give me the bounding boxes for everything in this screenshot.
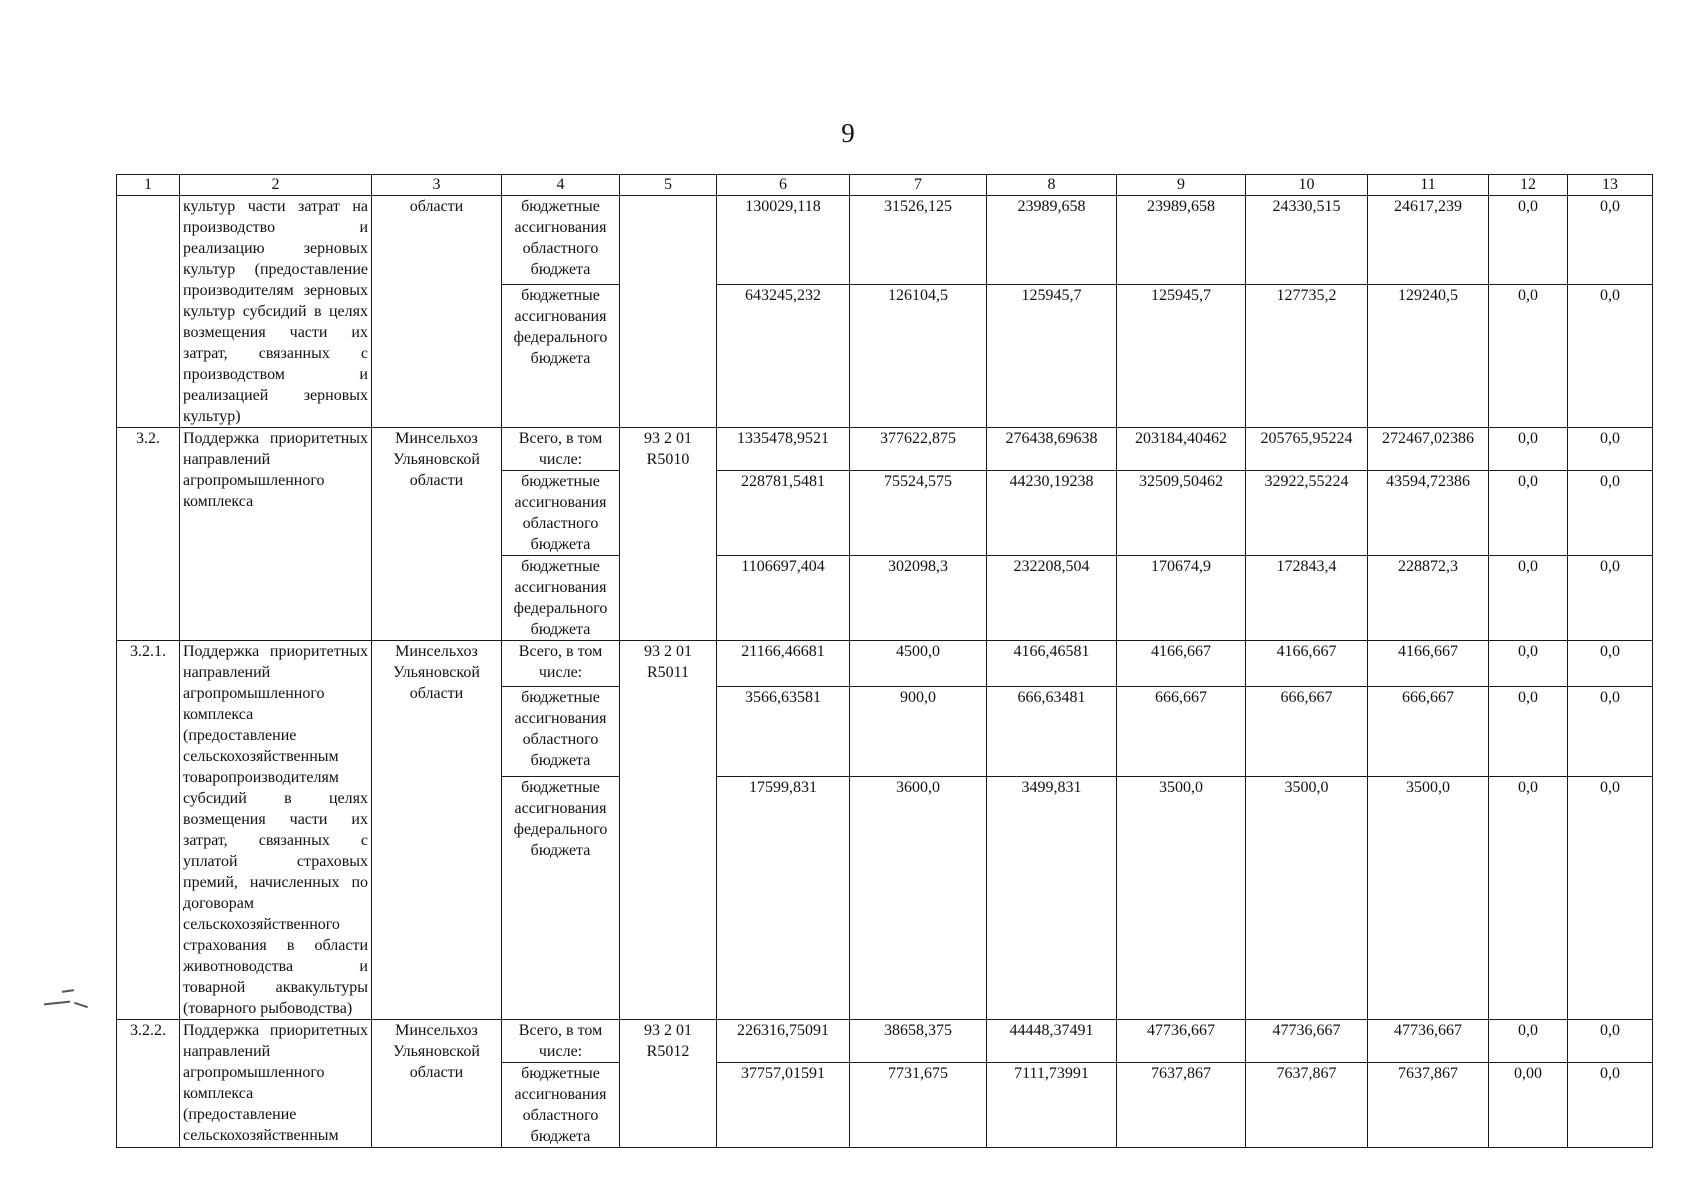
column-number: 3 [372,175,502,196]
value-cell: 0,00 [1489,1063,1568,1148]
value-cell: 276438,69638 [987,428,1117,471]
column-number: 6 [717,175,850,196]
value-cell: 1335478,9521 [717,428,850,471]
value-cell: 3499,831 [987,776,1117,1020]
value-cell: 0,0 [1489,1020,1568,1063]
row-number: 3.2.1. [117,641,180,1020]
funding-source: Всего, в том числе: [502,1020,620,1063]
funding-source: бюджетные ассигнования областного бюджета [502,196,620,285]
value-cell: 3500,0 [1246,776,1368,1020]
column-number: 8 [987,175,1117,196]
value-cell: 24617,239 [1368,196,1489,285]
value-cell: 1106697,404 [717,556,850,641]
value-cell: 7731,675 [850,1063,987,1148]
activity-name: Поддержка приоритетных направлений агропромышленного комплекса (предоставление сельскохозяйственным [180,1020,372,1148]
row-number [117,196,180,428]
table-row [117,1020,1653,1063]
value-cell: 32509,50462 [1117,471,1246,556]
value-cell: 43594,72386 [1368,471,1489,556]
value-cell: 0,0 [1568,1063,1653,1148]
value-cell: 3500,0 [1117,776,1246,1020]
value-cell: 17599,831 [717,776,850,1020]
value-cell: 4166,667 [1246,641,1368,687]
budget-code: 93 2 01 R5012 [620,1020,717,1148]
value-cell: 0,0 [1489,686,1568,776]
value-cell: 31526,125 [850,196,987,285]
table-row [117,196,1653,285]
value-cell: 0,0 [1568,1020,1653,1063]
funding-source: Всего, в том числе: [502,428,620,471]
value-cell: 228872,3 [1368,556,1489,641]
column-number: 9 [1117,175,1246,196]
value-cell: 7111,73991 [987,1063,1117,1148]
value-cell: 0,0 [1568,428,1653,471]
row-number: 3.2.2. [117,1020,180,1148]
value-cell: 38658,375 [850,1020,987,1063]
value-cell: 172843,4 [1246,556,1368,641]
table-row [117,641,1653,687]
value-cell: 0,0 [1568,196,1653,285]
value-cell: 7637,867 [1368,1063,1489,1148]
value-cell: 228781,5481 [717,471,850,556]
value-cell: 666,667 [1246,686,1368,776]
value-cell: 125945,7 [1117,284,1246,427]
value-cell: 0,0 [1568,641,1653,687]
scan-mark [44,1001,70,1006]
value-cell: 44448,37491 [987,1020,1117,1063]
value-cell: 47736,667 [1117,1020,1246,1063]
value-cell: 3600,0 [850,776,987,1020]
value-cell: 126104,5 [850,284,987,427]
value-cell: 203184,40462 [1117,428,1246,471]
value-cell: 272467,02386 [1368,428,1489,471]
value-cell: 44230,19238 [987,471,1117,556]
budget-table [116,174,1653,1148]
value-cell: 3500,0 [1368,776,1489,1020]
funding-source: бюджетные ассигнования федерального бюджета [502,776,620,1020]
value-cell: 0,0 [1568,776,1653,1020]
responsible-executor: Минсельхоз Ульяновской области [372,641,502,1020]
value-cell: 170674,9 [1117,556,1246,641]
value-cell: 666,667 [1368,686,1489,776]
funding-source: Всего, в том числе: [502,641,620,687]
budget-code: 93 2 01 R5010 [620,428,717,641]
value-cell: 75524,575 [850,471,987,556]
value-cell: 21166,46681 [717,641,850,687]
value-cell: 0,0 [1489,556,1568,641]
value-cell: 0,0 [1489,284,1568,427]
value-cell: 666,667 [1117,686,1246,776]
page-number: 9 [841,118,855,148]
funding-source: бюджетные ассигнования областного бюджета [502,686,620,776]
value-cell: 377622,875 [850,428,987,471]
column-number: 7 [850,175,987,196]
column-number: 5 [620,175,717,196]
value-cell: 24330,515 [1246,196,1368,285]
funding-source: бюджетные ассигнования областного бюджета [502,471,620,556]
value-cell: 23989,658 [987,196,1117,285]
value-cell: 4166,46581 [987,641,1117,687]
value-cell: 205765,95224 [1246,428,1368,471]
value-cell: 127735,2 [1246,284,1368,427]
value-cell: 130029,118 [717,196,850,285]
value-cell: 47736,667 [1368,1020,1489,1063]
value-cell: 0,0 [1489,641,1568,687]
funding-source: бюджетные ассигнования федерального бюджета [502,284,620,427]
value-cell: 4166,667 [1368,641,1489,687]
value-cell: 7637,867 [1117,1063,1246,1148]
value-cell: 4500,0 [850,641,987,687]
column-number: 1 [117,175,180,196]
column-number: 12 [1489,175,1568,196]
budget-code [620,196,717,428]
value-cell: 0,0 [1568,556,1653,641]
responsible-executor: Минсельхоз Ульяновской области [372,428,502,641]
value-cell: 0,0 [1489,196,1568,285]
value-cell: 0,0 [1489,428,1568,471]
column-number: 13 [1568,175,1653,196]
row-number: 3.2. [117,428,180,641]
responsible-executor: области [372,196,502,428]
scan-mark [74,1002,88,1008]
value-cell: 4166,667 [1117,641,1246,687]
value-cell: 23989,658 [1117,196,1246,285]
value-cell: 125945,7 [987,284,1117,427]
value-cell: 0,0 [1489,776,1568,1020]
value-cell: 3566,63581 [717,686,850,776]
value-cell: 900,0 [850,686,987,776]
funding-source: бюджетные ассигнования областного бюджета [502,1063,620,1148]
column-number: 11 [1368,175,1489,196]
activity-name: культур части затрат на производство и реализацию зерновых культур (предоставление производителям зерновых культур субсидий в целях возмещения части их затрат, связанных с производством и реализацией зерновых культур) [180,196,372,428]
column-number-row [117,175,1653,196]
value-cell: 47736,667 [1246,1020,1368,1063]
value-cell: 226316,75091 [717,1020,850,1063]
activity-name: Поддержка приоритетных направлений агропромышленного комплекса (предоставление сельскохозяйственным товаропроизводителям субсидий в целях возмещения части их затрат, связанных с уплатой страховых премий, начисленных по договорам сельскохозяйственного страхования в области животноводства и товарной аквакультуры (товарного рыбоводства) [180,641,372,1020]
responsible-executor: Минсельхоз Ульяновской области [372,1020,502,1148]
table-row [117,428,1653,471]
column-number: 4 [502,175,620,196]
budget-code: 93 2 01 R5011 [620,641,717,1020]
value-cell: 32922,55224 [1246,471,1368,556]
scan-mark [62,989,74,993]
column-number: 2 [180,175,372,196]
value-cell: 666,63481 [987,686,1117,776]
value-cell: 0,0 [1568,471,1653,556]
value-cell: 37757,01591 [717,1063,850,1148]
value-cell: 302098,3 [850,556,987,641]
activity-name: Поддержка приоритетных направлений агропромышленного комплекса [180,428,372,641]
value-cell: 0,0 [1489,471,1568,556]
column-number: 10 [1246,175,1368,196]
value-cell: 643245,232 [717,284,850,427]
value-cell: 7637,867 [1246,1063,1368,1148]
value-cell: 129240,5 [1368,284,1489,427]
value-cell: 232208,504 [987,556,1117,641]
value-cell: 0,0 [1568,284,1653,427]
value-cell: 0,0 [1568,686,1653,776]
funding-source: бюджетные ассигнования федерального бюджета [502,556,620,641]
